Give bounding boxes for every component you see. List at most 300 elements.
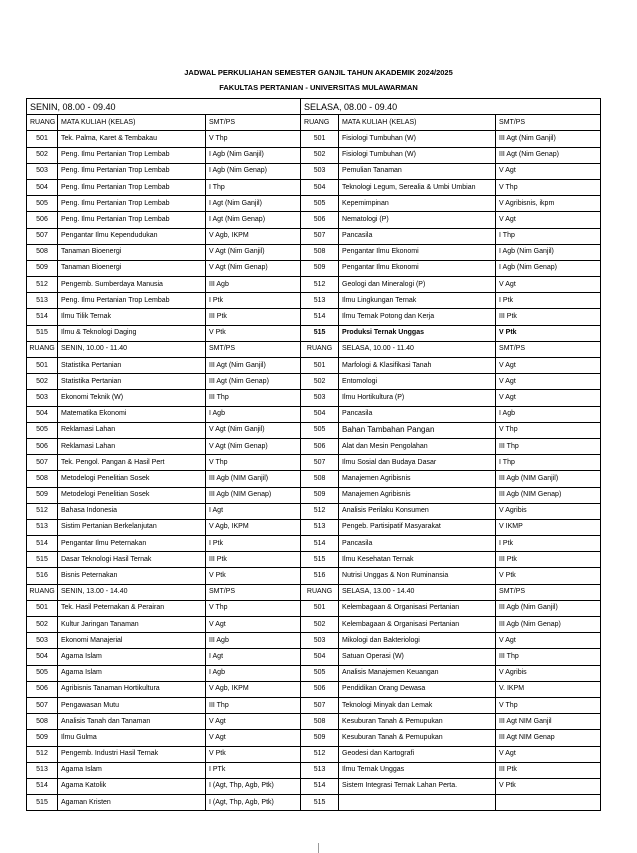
room-cell: 514	[301, 536, 339, 552]
room-cell: 508	[27, 471, 58, 487]
room-cell: 512	[301, 746, 339, 762]
class-cell: III Ptk	[206, 552, 301, 568]
table-row	[27, 665, 601, 681]
class-cell: V Agt	[496, 358, 601, 374]
room-cell: 504	[301, 406, 339, 422]
room-cell: 515	[301, 795, 339, 811]
class-cell: III Agt NIM Genap	[496, 730, 601, 746]
course-cell: Pengeb. Partisipatif Masyarakat	[339, 519, 496, 535]
table-row	[27, 179, 601, 195]
course-cell: Ilmu Ternak Potong dan Kerja	[339, 309, 496, 325]
course-cell: Metodelogi Penelitian Sosek	[58, 471, 206, 487]
class-cell: V Agt	[496, 633, 601, 649]
course-cell: Pengantar Ilmu Ekonomi	[339, 260, 496, 276]
course-cell: Sistem Integrasi Ternak Lahan Perta.	[339, 778, 496, 794]
course-cell: Kesuburan Tanah & Pemupukan	[339, 730, 496, 746]
room-cell: 503	[27, 163, 58, 179]
page-divider	[318, 843, 319, 853]
room-cell: 512	[27, 503, 58, 519]
table-row	[27, 325, 601, 341]
table-row	[27, 503, 601, 519]
room-cell: 509	[301, 730, 339, 746]
course-cell: Tek. Hasil Peternakan & Perairan	[58, 600, 206, 616]
room-cell: 505	[27, 196, 58, 212]
course-cell: Kelembagaan & Organisasi Pertanian	[339, 617, 496, 633]
day-header-senin: SENIN, 08.00 - 09.40	[27, 99, 301, 115]
course-cell: Reklamasi Lahan	[58, 422, 206, 438]
course-cell: Agama Islam	[58, 665, 206, 681]
class-cell: V Ptk	[496, 325, 601, 341]
class-cell: III Agb	[206, 633, 301, 649]
class-cell: I (Agt, Thp, Agb, Ptk)	[206, 778, 301, 794]
room-cell: 504	[27, 649, 58, 665]
room-cell: 503	[301, 390, 339, 406]
table-row	[27, 277, 601, 293]
room-cell: 503	[301, 163, 339, 179]
col-header-smt-ps: SMT/PS	[206, 584, 301, 600]
class-cell: III Agt (Nim Ganjil)	[206, 358, 301, 374]
room-cell: 502	[301, 147, 339, 163]
room-cell: 501	[301, 131, 339, 147]
document-subtitle: FAKULTAS PERTANIAN - UNIVERSITAS MULAWARMAN	[219, 83, 418, 92]
room-cell: 509	[27, 730, 58, 746]
course-cell: Kelembagaan & Organisasi Pertanian	[339, 600, 496, 616]
class-cell: III Agb (NIM Genap)	[496, 487, 601, 503]
col-header-smt-ps: SMT/PS	[496, 115, 601, 131]
room-cell: 501	[27, 600, 58, 616]
room-cell: 502	[27, 374, 58, 390]
room-cell: 508	[27, 244, 58, 260]
room-cell: 515	[301, 325, 339, 341]
table-row	[27, 633, 601, 649]
class-cell: V Thp	[206, 600, 301, 616]
room-cell: 514	[301, 309, 339, 325]
room-cell: 505	[27, 665, 58, 681]
table-row	[27, 471, 601, 487]
room-cell: 505	[301, 665, 339, 681]
table-row	[27, 406, 601, 422]
class-cell: V Agt (Nim Genap)	[206, 260, 301, 276]
class-cell: V Agt	[496, 212, 601, 228]
course-cell: Tanaman Bioenergi	[58, 260, 206, 276]
table-row	[27, 212, 601, 228]
schedule-table	[26, 98, 601, 811]
course-cell: Ilmu Ternak Unggas	[339, 762, 496, 778]
room-cell: 513	[27, 519, 58, 535]
class-cell	[496, 795, 601, 811]
course-cell: Analisis Manajemen Keuangan	[339, 665, 496, 681]
room-cell: 505	[301, 196, 339, 212]
room-cell: 508	[301, 244, 339, 260]
table-row	[27, 455, 601, 471]
room-cell: 506	[27, 438, 58, 454]
room-cell: 515	[27, 795, 58, 811]
room-cell: 505	[27, 422, 58, 438]
class-cell: III Ptk	[496, 309, 601, 325]
col-header-ruang: RUANG	[301, 115, 339, 131]
class-cell: V Agb, IKPM	[206, 681, 301, 697]
room-cell: 509	[27, 260, 58, 276]
course-cell: Peng. Ilmu Pertanian Trop Lembab	[58, 293, 206, 309]
table-row	[27, 552, 601, 568]
session-label-senin: SENIN, 13.00 - 14.40	[58, 584, 206, 600]
table-row	[27, 244, 601, 260]
course-cell: Teknologi Legum, Serealia & Umbi Umbian	[339, 179, 496, 195]
class-cell: III Agt (Nim Genap)	[496, 147, 601, 163]
room-cell: 507	[301, 228, 339, 244]
session-label-selasa: SELASA, 13.00 - 14.40	[339, 584, 496, 600]
course-cell: Ekonomi Manajerial	[58, 633, 206, 649]
course-cell: Kultur Jaringan Tanaman	[58, 617, 206, 633]
course-cell	[339, 795, 496, 811]
class-cell: V IKMP	[496, 519, 601, 535]
course-cell: Pemulian Tanaman	[339, 163, 496, 179]
session-label-selasa: SELASA, 10.00 - 11.40	[339, 341, 496, 357]
class-cell: V Ptk	[206, 325, 301, 341]
class-cell: III Agb (Nim Genap)	[496, 617, 601, 633]
class-cell: III Ptk	[206, 309, 301, 325]
room-cell: 513	[301, 293, 339, 309]
course-cell: Analisis Tanah dan Tanaman	[58, 714, 206, 730]
table-row	[27, 309, 601, 325]
day-header-selasa: SELASA, 08.00 - 09.40	[301, 99, 601, 115]
col-header-ruang: RUANG	[27, 584, 58, 600]
table-row	[27, 778, 601, 794]
room-cell: 512	[27, 277, 58, 293]
class-cell: I Ptk	[496, 293, 601, 309]
schedule-body	[27, 131, 601, 811]
class-cell: V Thp	[496, 422, 601, 438]
course-cell: Ilmu Gulma	[58, 730, 206, 746]
room-cell: 509	[27, 487, 58, 503]
course-cell: Metodelogi Penelitian Sosek	[58, 487, 206, 503]
room-cell: 506	[301, 681, 339, 697]
course-cell: Peng. Ilmu Pertanian Trop Lembab	[58, 163, 206, 179]
room-cell: 509	[301, 260, 339, 276]
course-cell: Pengemb. Industri Hasil Ternak	[58, 746, 206, 762]
course-cell: Peng. Ilmu Pertanian Trop Lembab	[58, 147, 206, 163]
room-cell: 515	[27, 552, 58, 568]
col-header-ruang: RUANG	[301, 341, 339, 357]
room-cell: 516	[27, 568, 58, 584]
class-cell: III Agb (Nim Ganjil)	[496, 600, 601, 616]
class-cell: V Agribis	[496, 665, 601, 681]
class-cell: I Ptk	[206, 536, 301, 552]
col-header-smt-ps: SMT/PS	[206, 341, 301, 357]
course-cell: Agribisnis Tanaman Hortikultura	[58, 681, 206, 697]
table-row	[27, 730, 601, 746]
course-cell: Reklamasi Lahan	[58, 438, 206, 454]
room-cell: 514	[301, 778, 339, 794]
room-cell: 507	[301, 697, 339, 713]
table-row	[27, 519, 601, 535]
class-cell: I Agt	[206, 503, 301, 519]
course-cell: Matematika Ekonomi	[58, 406, 206, 422]
course-cell: Geologi dan Mineralogi (P)	[339, 277, 496, 293]
class-cell: III Agb (NIM Ganjil)	[496, 471, 601, 487]
course-cell: Marfologi & Klasifikasi Tanah	[339, 358, 496, 374]
course-cell: Ilmu Hortikultura (P)	[339, 390, 496, 406]
course-cell: Statistika Pertanian	[58, 358, 206, 374]
room-cell: 503	[301, 633, 339, 649]
course-cell: Sistim Pertanian Berkelanjutan	[58, 519, 206, 535]
room-cell: 501	[301, 600, 339, 616]
table-row	[27, 487, 601, 503]
class-cell: V Agt	[496, 390, 601, 406]
course-cell: Pengantar Ilmu Ekonomi	[339, 244, 496, 260]
course-cell: Kepemimpinan	[339, 196, 496, 212]
class-cell: V Ptk	[496, 778, 601, 794]
room-cell: 512	[27, 746, 58, 762]
room-cell: 501	[27, 131, 58, 147]
course-cell: Pancasila	[339, 406, 496, 422]
room-cell: 514	[27, 778, 58, 794]
table-row	[27, 536, 601, 552]
class-cell: V Agt (Nim Ganjil)	[206, 244, 301, 260]
course-cell: Pancasila	[339, 536, 496, 552]
room-cell: 514	[27, 309, 58, 325]
table-row	[27, 746, 601, 762]
course-cell: Peng. Ilmu Pertanian Trop Lembab	[58, 196, 206, 212]
col-header-smt-ps: SMT/PS	[206, 115, 301, 131]
course-cell: Manajemen Agribisnis	[339, 471, 496, 487]
room-cell: 515	[301, 552, 339, 568]
table-row	[27, 438, 601, 454]
room-cell: 504	[301, 179, 339, 195]
course-cell: Agaman Kristen	[58, 795, 206, 811]
col-header-smt-ps: SMT/PS	[496, 584, 601, 600]
class-cell: I Agb (Nim Genap)	[496, 260, 601, 276]
class-cell: V Agt	[496, 277, 601, 293]
room-cell: 512	[301, 277, 339, 293]
col-header-mata-kuliah: MATA KULIAH (KELAS)	[58, 115, 206, 131]
class-cell: I Thp	[496, 455, 601, 471]
course-cell: Fisiologi Tumbuhan (W)	[339, 131, 496, 147]
room-cell: 503	[27, 390, 58, 406]
class-cell: V Agt	[496, 163, 601, 179]
class-cell: V Agt	[496, 746, 601, 762]
course-cell: Ilmu Sosial dan Budaya Dasar	[339, 455, 496, 471]
col-header-ruang: RUANG	[301, 584, 339, 600]
class-cell: III Thp	[496, 649, 601, 665]
course-cell: Pengantar Ilmu Peternakan	[58, 536, 206, 552]
course-cell: Bahan Tambahan Pangan	[339, 422, 496, 438]
course-cell: Produksi Ternak Unggas	[339, 325, 496, 341]
table-row	[27, 697, 601, 713]
table-row	[27, 374, 601, 390]
class-cell: V Thp	[206, 455, 301, 471]
table-row	[27, 293, 601, 309]
course-cell: Nematologi (P)	[339, 212, 496, 228]
class-cell: III Agb (NIM Ganjil)	[206, 471, 301, 487]
course-cell: Agama Islam	[58, 649, 206, 665]
class-cell: I PTk	[206, 762, 301, 778]
room-cell: 514	[27, 536, 58, 552]
class-cell: III Ptk	[496, 552, 601, 568]
class-cell: III Agt (Nim Genap)	[206, 374, 301, 390]
course-cell: Ekonomi Teknik (W)	[58, 390, 206, 406]
course-cell: Pengemb. Sumberdaya Manusia	[58, 277, 206, 293]
class-cell: V Agribis	[496, 503, 601, 519]
class-cell: V Agt	[206, 714, 301, 730]
room-cell: 508	[301, 714, 339, 730]
course-cell: Nutrisi Unggas & Non Ruminansia	[339, 568, 496, 584]
class-cell: V Thp	[496, 697, 601, 713]
room-cell: 506	[27, 681, 58, 697]
class-cell: V Agt (Nim Genap)	[206, 438, 301, 454]
class-cell: I Agt (Nim Genap)	[206, 212, 301, 228]
room-cell: 507	[301, 455, 339, 471]
class-cell: V. IKPM	[496, 681, 601, 697]
class-cell: V Agt (Nim Ganjil)	[206, 422, 301, 438]
table-row	[27, 617, 601, 633]
class-cell: I Agt	[206, 649, 301, 665]
room-cell: 501	[301, 358, 339, 374]
course-cell: Tek. Pengol. Pangan & Hasil Pert	[58, 455, 206, 471]
class-cell: I Thp	[496, 228, 601, 244]
room-cell: 503	[27, 633, 58, 649]
course-cell: Manajemen Agribisnis	[339, 487, 496, 503]
class-cell: I Agb (Nim Ganjil)	[496, 244, 601, 260]
course-cell: Tek. Palma, Karet & Tembakau	[58, 131, 206, 147]
class-cell: V Thp	[206, 131, 301, 147]
class-cell: I Agt (Nim Ganjil)	[206, 196, 301, 212]
class-cell: III Thp	[206, 697, 301, 713]
class-cell: I Agb	[206, 665, 301, 681]
course-cell: Peng. Ilmu Pertanian Trop Lembab	[58, 212, 206, 228]
table-row	[27, 390, 601, 406]
room-cell: 504	[27, 179, 58, 195]
class-cell: I Agb (Nim Ganjil)	[206, 147, 301, 163]
room-cell: 506	[301, 212, 339, 228]
room-cell: 512	[301, 503, 339, 519]
class-cell: III Agt NIM Ganjil	[496, 714, 601, 730]
course-cell: Pengantar Ilmu Kependudukan	[58, 228, 206, 244]
table-row	[27, 681, 601, 697]
class-cell: V Agt	[206, 730, 301, 746]
class-cell: III Agb	[206, 277, 301, 293]
room-cell: 508	[301, 471, 339, 487]
class-cell: V Ptk	[206, 746, 301, 762]
class-cell: V Agt	[496, 374, 601, 390]
class-cell: V Ptk	[206, 568, 301, 584]
course-cell: Analisis Perilaku Konsumen	[339, 503, 496, 519]
class-cell: III Agt (Nim Ganjil)	[496, 131, 601, 147]
document-title: JADWAL PERKULIAHAN SEMESTER GANJIL TAHUN AKADEMIK 2024/2025	[184, 68, 453, 77]
course-cell: Tanaman Bioenergi	[58, 244, 206, 260]
col-header-ruang: RUANG	[27, 115, 58, 131]
class-cell: III Agb (NIM Genap)	[206, 487, 301, 503]
table-row	[27, 422, 601, 438]
room-cell: 507	[27, 228, 58, 244]
table-row	[27, 714, 601, 730]
class-cell: V Agt	[206, 617, 301, 633]
table-row	[27, 196, 601, 212]
course-cell: Bisnis Peternakan	[58, 568, 206, 584]
course-cell: Agama Katolik	[58, 778, 206, 794]
table-row	[27, 762, 601, 778]
course-cell: Geodesi dan Kartografi	[339, 746, 496, 762]
room-cell: 502	[27, 617, 58, 633]
class-cell: III Ptk	[496, 762, 601, 778]
table-row	[27, 795, 601, 811]
course-cell: Dasar Teknologi Hasil Ternak	[58, 552, 206, 568]
course-cell: Pendidikan Orang Dewasa	[339, 681, 496, 697]
section-header-row	[27, 584, 601, 600]
table-row	[27, 163, 601, 179]
course-cell: Ilmu & Teknologi Daging	[58, 325, 206, 341]
room-cell: 502	[27, 147, 58, 163]
room-cell: 513	[27, 762, 58, 778]
class-cell: I Ptk	[496, 536, 601, 552]
course-cell: Entomologi	[339, 374, 496, 390]
class-cell: I Agb (Nim Genap)	[206, 163, 301, 179]
room-cell: 505	[301, 422, 339, 438]
class-cell: I Agb	[206, 406, 301, 422]
course-cell: Ilmu Kesehatan Ternak	[339, 552, 496, 568]
room-cell: 509	[301, 487, 339, 503]
table-row	[27, 358, 601, 374]
room-cell: 506	[27, 212, 58, 228]
room-cell: 513	[301, 762, 339, 778]
room-cell: 504	[301, 649, 339, 665]
class-cell: III Thp	[496, 438, 601, 454]
table-row	[27, 568, 601, 584]
course-cell: Fisiologi Tumbuhan (W)	[339, 147, 496, 163]
class-cell: III Thp	[206, 390, 301, 406]
course-cell: Pengawasan Mutu	[58, 697, 206, 713]
class-cell: V Agribisnis, ikpm	[496, 196, 601, 212]
col-header-smt-ps: SMT/PS	[496, 341, 601, 357]
course-cell: Teknologi Minyak dan Lemak	[339, 697, 496, 713]
table-row	[27, 649, 601, 665]
col-header-mata-kuliah: MATA KULIAH (KELAS)	[339, 115, 496, 131]
course-cell: Statistika Pertanian	[58, 374, 206, 390]
class-cell: V Agb, IKPM	[206, 228, 301, 244]
class-cell: I (Agt, Thp, Agb, Ptk)	[206, 795, 301, 811]
table-row	[27, 600, 601, 616]
room-cell: 513	[27, 293, 58, 309]
col-header-ruang: RUANG	[27, 341, 58, 357]
class-cell: I Thp	[206, 179, 301, 195]
course-cell: Agama Islam	[58, 762, 206, 778]
class-cell: V Thp	[496, 179, 601, 195]
room-cell: 501	[27, 358, 58, 374]
course-cell: Bahasa Indonesia	[58, 503, 206, 519]
room-cell: 507	[27, 697, 58, 713]
course-cell: Ilmu Tilik Ternak	[58, 309, 206, 325]
course-cell: Ilmu Lingkungan Ternak	[339, 293, 496, 309]
room-cell: 502	[301, 617, 339, 633]
table-row	[27, 260, 601, 276]
course-cell: Satuan Operasi (W)	[339, 649, 496, 665]
room-cell: 504	[27, 406, 58, 422]
room-cell: 502	[301, 374, 339, 390]
course-cell: Pancasila	[339, 228, 496, 244]
room-cell: 513	[301, 519, 339, 535]
course-cell: Alat dan Mesin Pengolahan	[339, 438, 496, 454]
section-header-row	[27, 341, 601, 357]
class-cell: V Agb, IKPM	[206, 519, 301, 535]
session-label-senin: SENIN, 10.00 - 11.40	[58, 341, 206, 357]
course-cell: Kesuburan Tanah & Pemupukan	[339, 714, 496, 730]
room-cell: 516	[301, 568, 339, 584]
room-cell: 508	[27, 714, 58, 730]
class-cell: I Agb	[496, 406, 601, 422]
room-cell: 506	[301, 438, 339, 454]
room-cell: 507	[27, 455, 58, 471]
class-cell: I Ptk	[206, 293, 301, 309]
